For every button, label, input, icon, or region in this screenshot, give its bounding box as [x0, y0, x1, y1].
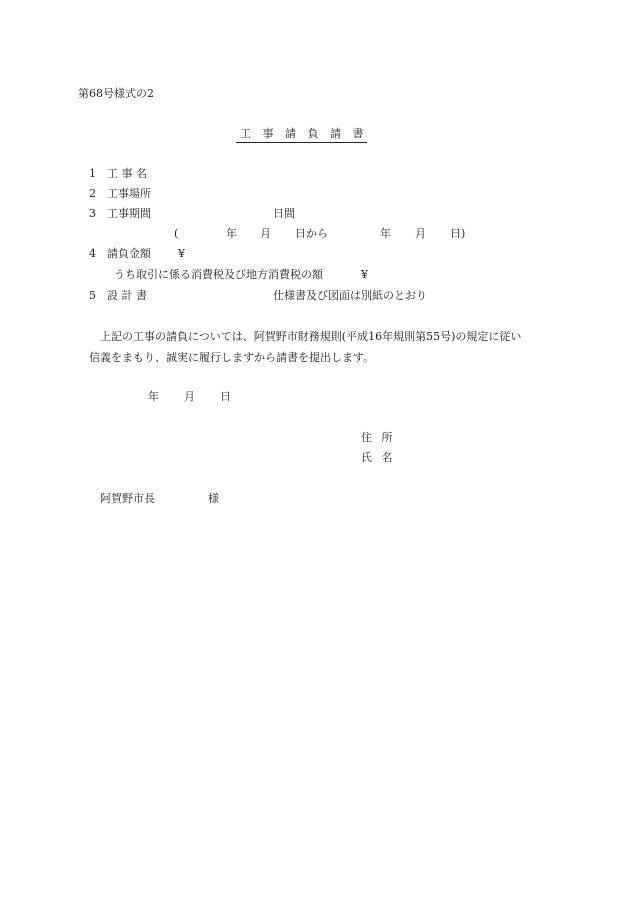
item2-label: 工事場所 [107, 187, 151, 200]
item3-days: 日間 [273, 207, 295, 220]
item3-from-year: 年 [226, 227, 237, 240]
date-year: 年 [148, 390, 159, 403]
date-day: 日 [220, 390, 231, 403]
item3-to-month: 月 [415, 227, 426, 240]
document-title: 工 事 請 負 請 書 [236, 127, 367, 143]
item1-number: 1 [89, 167, 96, 180]
item3-to-day: 日) [450, 227, 466, 240]
item3-from-day: 日から [295, 227, 328, 240]
body-text-line2: 信義をまもり、誠実に履行しますから請書を提出します。 [89, 351, 375, 364]
item3-number: 3 [89, 207, 96, 220]
item5-number: 5 [89, 289, 96, 302]
item4-tax-label: うち取引に係る消費税及び地方消費税の額 [114, 268, 323, 281]
item3-from-month: 月 [260, 227, 271, 240]
item5-label: 設 計 書 [107, 289, 147, 302]
item4-yen-sign: ¥ [178, 247, 185, 260]
item4-label: 請負金額 [107, 247, 151, 260]
addressee-name: 阿賀野市長 [100, 492, 155, 505]
item3-paren-open: ( [174, 227, 179, 240]
signer-address-label: 住 所 [361, 431, 393, 444]
item2-number: 2 [89, 187, 96, 200]
item4-tax-yen-sign: ¥ [361, 268, 368, 281]
form-number: 第68号様式の2 [78, 87, 154, 100]
body-text-line1: 上記の工事の請負については、阿賀野市財務規則(平成16年規則第55号)の規定に従い [100, 330, 522, 343]
signer-name-label: 氏 名 [361, 451, 393, 464]
date-month: 月 [184, 390, 195, 403]
item5-value: 仕様書及び図面は別紙のとおり [273, 289, 427, 302]
item3-to-year: 年 [380, 227, 391, 240]
item3-label: 工事期間 [107, 207, 151, 220]
addressee-honorific: 様 [208, 492, 219, 505]
item1-label: 工 事 名 [107, 167, 147, 180]
item4-number: 4 [89, 247, 96, 260]
